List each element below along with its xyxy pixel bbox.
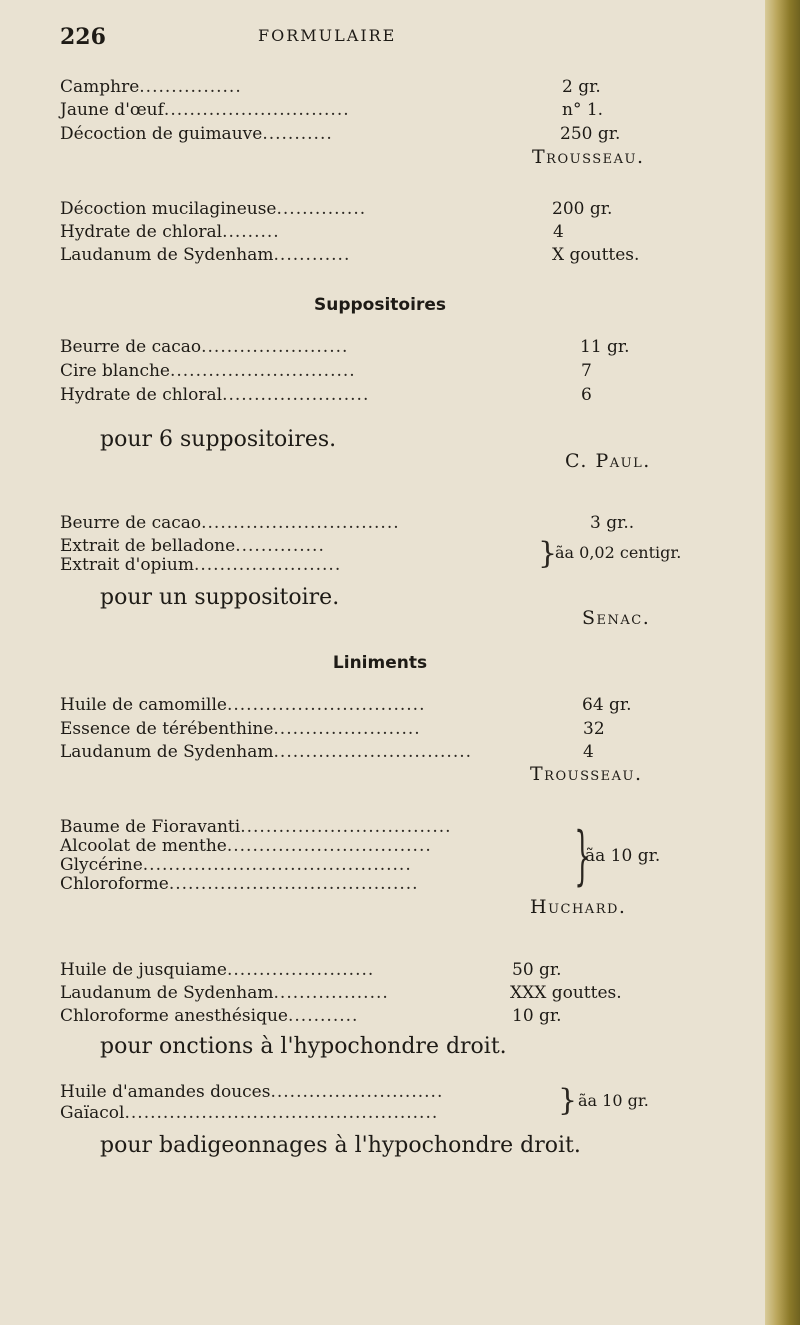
ingredient-line: Décoction mucilagineuse.............. <box>60 199 367 219</box>
ingredient-line: Décoction de guimauve........... <box>60 124 333 144</box>
ingredient-line: Huile de camomille............................... <box>60 695 426 715</box>
running-title: FORMULAIRE <box>258 26 397 45</box>
ingredient-line: Glycérine.......................................... <box>60 855 412 875</box>
ingredient-line: Laudanum de Sydenham............ <box>60 245 351 265</box>
quantity: 4 <box>553 222 564 242</box>
ingredient-line: Hydrate de chloral....................... <box>60 385 370 405</box>
ingredient-line: Beurre de cacao....................... <box>60 337 349 357</box>
ingredient-line: Jaune d'œuf............................. <box>60 100 350 120</box>
ingredient-line: Essence de térébenthine....................... <box>60 719 421 739</box>
ingredient-line: Alcoolat de menthe................................ <box>60 836 432 856</box>
quantity: 250 gr. <box>560 124 621 144</box>
section-heading-liniments: Liniments <box>332 653 428 673</box>
ingredient-line: Camphre................ <box>60 77 242 97</box>
usage-instruction: pour onctions à l'hypochondre droit. <box>100 1034 507 1059</box>
quantity: 200 gr. <box>552 199 613 219</box>
book-edge <box>765 0 800 1325</box>
ingredient-line: Cire blanche............................. <box>60 361 356 381</box>
ingredient-line: Extrait d'opium....................... <box>60 555 342 575</box>
author-signature: Huchard. <box>530 896 627 918</box>
page-number: 226 <box>60 24 106 50</box>
author-signature: C. Paul. <box>565 450 651 472</box>
quantity: 7 <box>581 361 592 381</box>
ingredient-line: Huile de jusquiame....................... <box>60 960 375 980</box>
quantity: 32 <box>583 719 605 739</box>
shared-quantity: ãa 10 gr. <box>578 1091 649 1110</box>
ingredient-line: Huile d'amandes douces........................... <box>60 1082 444 1102</box>
ingredient-line: Beurre de cacao............................... <box>60 513 400 533</box>
shared-quantity: ãa 10 gr. <box>585 846 661 866</box>
brace-icon: } <box>558 1083 578 1118</box>
quantity: 4 <box>583 742 594 762</box>
ingredient-line: Chloroforme....................................... <box>60 874 419 894</box>
usage-instruction: pour 6 suppositoires. <box>100 427 337 452</box>
ingredient-line: Laudanum de Sydenham............................... <box>60 742 473 762</box>
quantity: X gouttes. <box>552 245 640 265</box>
author-signature: Trousseau. <box>532 146 645 168</box>
quantity: XXX gouttes. <box>510 983 622 1003</box>
ingredient-line: Hydrate de chloral......... <box>60 222 280 242</box>
usage-instruction: pour badigeonnages à l'hypochondre droit. <box>100 1133 581 1158</box>
ingredient-line: Chloroforme anesthésique........... <box>60 1006 359 1026</box>
brace-icon: } <box>538 536 558 571</box>
author-signature: Senac. <box>582 607 651 629</box>
quantity: 50 gr. <box>512 960 562 980</box>
quantity: 3 gr.. <box>590 513 635 533</box>
ingredient-line: Baume de Fioravanti................................. <box>60 817 452 837</box>
quantity: 64 gr. <box>582 695 632 715</box>
usage-instruction: pour un suppositoire. <box>100 585 340 610</box>
quantity: 11 gr. <box>580 337 630 357</box>
ingredient-line: Extrait de belladone.............. <box>60 536 325 556</box>
quantity: 10 gr. <box>512 1006 562 1026</box>
ingredient-line: Laudanum de Sydenham.................. <box>60 983 389 1003</box>
quantity: 2 gr. <box>562 77 601 97</box>
shared-quantity: ãa 0,02 centigr. <box>555 543 682 562</box>
page-header <box>60 20 680 60</box>
quantity: n° 1. <box>562 100 604 120</box>
ingredient-line: Gaïacol................................................. <box>60 1103 439 1123</box>
author-signature: Trousseau. <box>530 763 643 785</box>
brace-icon: } <box>574 819 591 893</box>
quantity: 6 <box>581 385 592 405</box>
section-heading-suppositoires: Suppositoires <box>314 295 446 315</box>
